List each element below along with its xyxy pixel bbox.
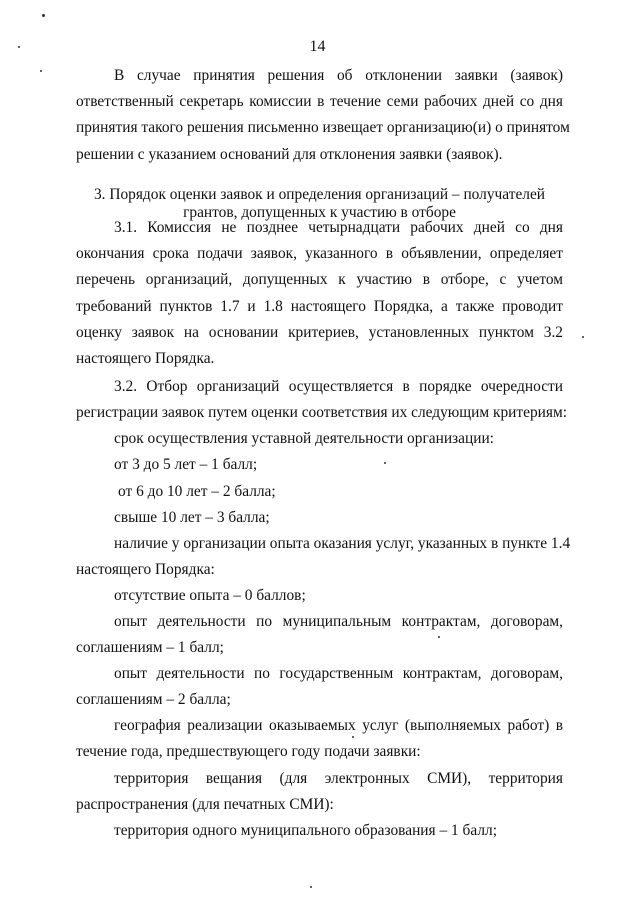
text-line: регистрации заявок путем оценки соответствия их следующим критериям: — [76, 404, 567, 422]
paragraph-rejection-notice — [76, 63, 570, 168]
text-line: В случае принятия решения об отклонении заявки (заявок) — [114, 67, 563, 84]
text-line: соглашениям – 2 балла; — [76, 691, 231, 709]
text-line: 3.1. Комиссия не позднее четырнадцати рабочих дней со дня — [114, 219, 563, 236]
text-line: 3.2. Отбор организаций осуществляется в порядке очередности — [114, 378, 563, 395]
scan-speck — [42, 14, 45, 17]
text-line: окончания срока подачи заявок, указанного в объявлении, определяет — [76, 245, 563, 263]
scan-speck — [352, 736, 354, 738]
criterion-term-2 — [118, 479, 276, 505]
scan-speck — [18, 46, 20, 48]
scan-speck — [582, 336, 584, 338]
text-line: перечень организаций, допущенных к участию в отборе, с учетом — [76, 271, 563, 289]
criterion-experience-0 — [114, 583, 306, 609]
text-line: настоящего Порядка: — [76, 561, 215, 579]
scan-speck — [438, 636, 440, 638]
criterion-territory-1 — [114, 818, 497, 844]
scan-speck — [310, 886, 312, 888]
paragraph-3-1 — [76, 215, 563, 372]
paragraph-3-2 — [76, 374, 567, 426]
text-line: требований пунктов 1.7 и 1.8 настоящего Порядка, а также проводит — [76, 297, 563, 315]
criterion-term-title — [114, 426, 494, 452]
text-line: соглашениям – 1 балл; — [76, 639, 224, 657]
text-line: свыше 10 лет – 3 балла; — [114, 509, 270, 526]
text-line: оценку заявок на основании критериев, установленных пунктом 3.2 — [76, 323, 563, 341]
text-line: решении с указанием оснований для отклонения заявки (заявок). — [76, 145, 503, 163]
page-number: 14 — [309, 38, 326, 55]
scan-speck — [40, 70, 42, 72]
text-line: настоящего Порядка. — [76, 350, 215, 368]
criterion-geography-title — [76, 713, 563, 765]
text-line: срок осуществления уставной деятельности организации: — [114, 430, 494, 447]
text-line: принятия такого решения письменно извещает организацию(и) о принятом — [76, 119, 570, 137]
scan-speck — [384, 462, 386, 464]
text-line: опыт деятельности по муниципальным контрактам, договорам, — [114, 613, 563, 630]
heading-line: 3. Порядок оценки заявок и определения организаций – получателей — [93, 186, 546, 203]
criterion-term-3 — [114, 505, 270, 531]
text-line: течение года, предшествующего году подачи заявки: — [76, 743, 421, 761]
criterion-term-1 — [114, 452, 257, 478]
text-line: опыт деятельности по государственным контрактам, договорам, — [114, 665, 563, 682]
criterion-experience-municipal — [76, 609, 563, 661]
criterion-experience-title — [76, 531, 571, 583]
text-line: ответственный секретарь комиссии в течение семи рабочих дней со дня — [76, 93, 563, 111]
text-line: от 6 до 10 лет – 2 балла; — [118, 483, 276, 500]
text-line: территория одного муниципального образования – 1 балл; — [114, 822, 497, 839]
heading-line: грантов, допущенных к участию в отборе — [183, 204, 456, 221]
text-line: распространения (для печатных СМИ): — [76, 796, 334, 814]
text-line: территория вещания (для электронных СМИ), территория — [114, 770, 563, 787]
text-line: география реализации оказываемых услуг (выполняемых работ) в — [114, 717, 563, 734]
text-line: отсутствие опыта – 0 баллов; — [114, 587, 306, 604]
text-line: от 3 до 5 лет – 1 балл; — [114, 456, 258, 473]
text-line: наличие у организации опыта оказания услуг, указанных в пункте 1.4 — [114, 535, 571, 552]
criterion-experience-state — [76, 661, 563, 713]
criterion-territory-title — [76, 766, 563, 818]
